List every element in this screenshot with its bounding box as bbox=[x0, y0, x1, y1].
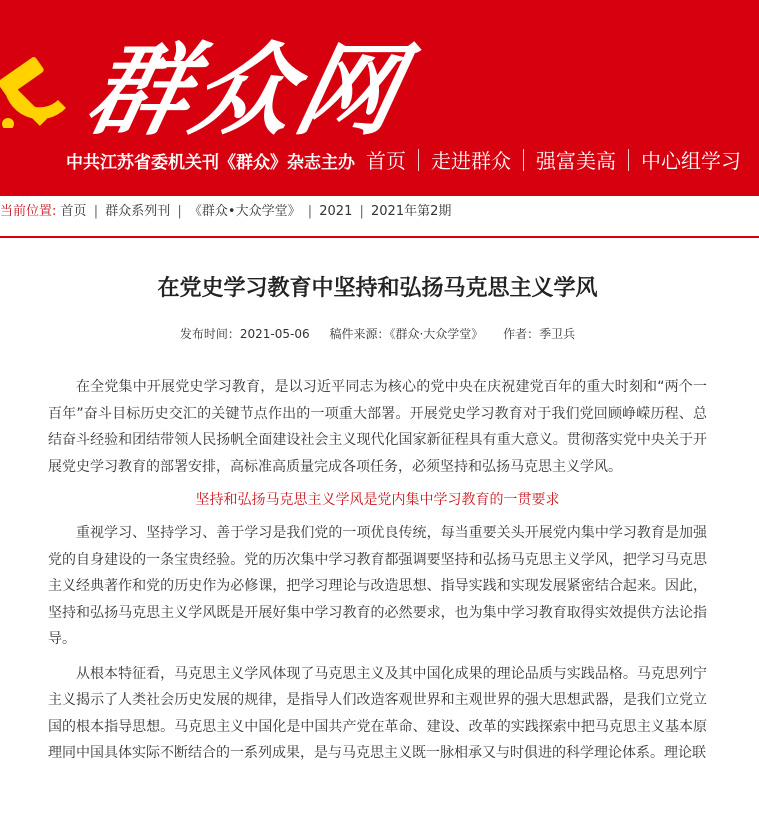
site-logo[interactable]: 群众网 bbox=[77, 31, 415, 149]
hammer-sickle-icon bbox=[0, 38, 80, 128]
article-meta bbox=[48, 326, 707, 342]
section-heading: 坚持和弘扬马克思主义学风是党内集中学习教育的一贯要求 bbox=[195, 492, 560, 508]
article bbox=[0, 274, 759, 767]
nav-about-qunzhong[interactable]: 走进群众 bbox=[431, 149, 511, 173]
breadcrumb-home[interactable]: 首页 bbox=[60, 204, 87, 219]
sponsor-text: 中共江苏省委机关刊《群众》杂志主办 bbox=[66, 153, 355, 173]
paragraph: 从根本特征看，马克思主义学风体现了马克思主义及其中国化成果的理论品质与实践品格。马克思列宁主义揭示了人类社会历史发展的规律，是指导人们改造客观世界和主观世界的强大思想武器，是我们立党立国的根本指导思想。马克思主义中国化是中国共产党在革命、建设、改革的实践探索中把马克思主义基本原理同中国具体实际不断结合的一系列成果，是与马克思主义既一脉相承又与时俱进的科学理论体系。理论联 bbox=[48, 665, 707, 761]
breadcrumb bbox=[0, 196, 759, 238]
breadcrumb-label: 当前位置: bbox=[0, 204, 57, 219]
paragraph: 在全党集中开展党史学习教育，是以习近平同志为核心的党中央在庆祝建党百年的重大时刻和“两个一百年”奋斗目标历史交汇的关键节点作出的一项重大部署。开展党史学习教育对于我们党回顾峥嵘历程、总结奋斗经验和团结带领人民扬帆全面建设社会主义现代化国家新征程具有重大意义。贯彻落实党中央关于开展党史学习教育的部署安排，高标准高质量完成各项任务，必须坚持和弘扬马克思主义学风。 bbox=[48, 379, 707, 475]
breadcrumb-separator: | bbox=[177, 204, 182, 219]
article-source: 稿件来源：《群众·大众学堂》 bbox=[329, 327, 484, 341]
main-nav bbox=[354, 145, 753, 174]
breadcrumb-issue[interactable]: 2021年第2期 bbox=[371, 204, 452, 219]
breadcrumb-separator: | bbox=[93, 204, 99, 219]
nav-qiangfumeigao[interactable]: 强富美高 bbox=[536, 149, 616, 173]
article-body bbox=[48, 374, 707, 767]
site-header bbox=[0, 0, 759, 196]
breadcrumb-series[interactable]: 群众系列刊 bbox=[105, 204, 171, 219]
breadcrumb-separator: | bbox=[307, 204, 313, 219]
publish-date: 发布时间：2021-05-06 bbox=[179, 327, 310, 341]
nav-center-group-study[interactable]: 中心组学习 bbox=[641, 149, 741, 173]
paragraph: 重视学习、坚持学习、善于学习是我们党的一项优良传统，每当重要关头开展党内集中学习教育是加强党的自身建设的一条宝贵经验。党的历次集中学习教育都强调要坚持和弘扬马克思主义学风，把学习马克思主义经典著作和党的历史作为必修课，把学习理论与改造思想、指导实践和实现发展紧密结合起来。因此，坚持和弘扬马克思主义学风既是开展好集中学习教育的必然要求，也为集中学习教育取得实效提供方法论指导。 bbox=[48, 525, 707, 647]
nav-home[interactable]: 首页 bbox=[366, 149, 406, 173]
breadcrumb-year[interactable]: 2021 bbox=[319, 204, 353, 219]
breadcrumb-magazine[interactable]: 《群众•大众学堂》 bbox=[188, 204, 301, 219]
breadcrumb-separator: | bbox=[359, 204, 364, 219]
article-author: 作者：季卫兵 bbox=[503, 327, 576, 341]
article-title: 在党史学习教育中坚持和弘扬马克思主义学风 bbox=[157, 276, 598, 301]
